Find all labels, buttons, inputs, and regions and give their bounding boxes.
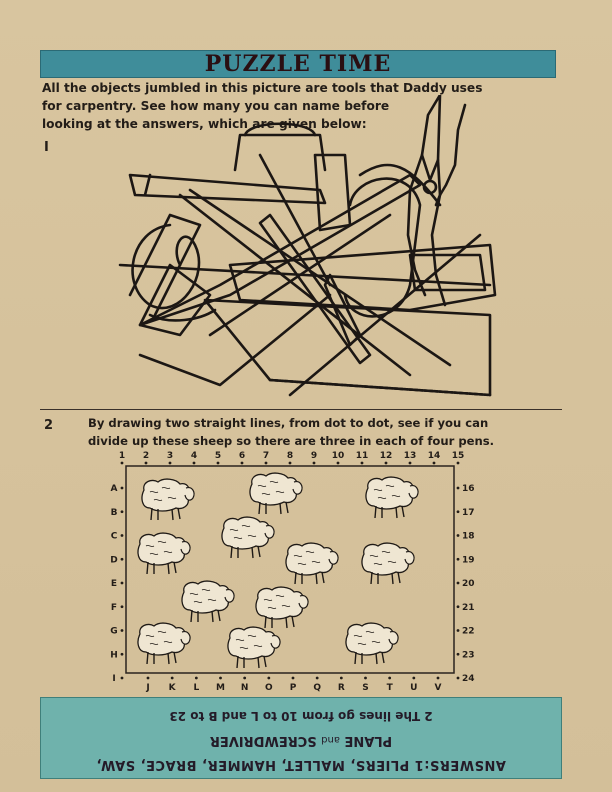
sheep-icon — [286, 543, 338, 584]
grid-dot — [388, 677, 391, 680]
sheep-icon — [256, 587, 308, 628]
grid-dot — [412, 677, 415, 680]
grid-dot — [241, 462, 244, 465]
left-label: E — [110, 579, 118, 589]
grid-dot — [361, 462, 364, 465]
sheep-icon — [362, 543, 414, 584]
section-divider — [40, 409, 562, 410]
top-label: 14 — [427, 451, 441, 461]
right-label: 22 — [462, 626, 475, 637]
bottom-label: V — [434, 683, 442, 693]
left-label: I — [112, 674, 116, 684]
grid-dot — [457, 605, 460, 608]
answer-line-3: 2 The lines go from 10 to L and B to 23 — [169, 709, 433, 723]
grid-dot — [219, 677, 222, 680]
bottom-label: J — [146, 683, 150, 693]
grid-dot — [409, 462, 412, 465]
answer-line-2 — [41, 733, 561, 748]
grid-dot — [457, 582, 460, 585]
grid-dot — [337, 462, 340, 465]
grid-dot — [265, 462, 268, 465]
top-label: 9 — [310, 451, 318, 461]
top-label: 8 — [286, 451, 294, 461]
right-label: 24 — [462, 674, 475, 684]
grid-dot — [457, 629, 460, 632]
grid-dot — [457, 677, 460, 680]
sheep-icon — [346, 623, 398, 664]
grid-dot — [121, 605, 124, 608]
left-label: F — [110, 602, 118, 613]
left-label: A — [110, 484, 118, 494]
bottom-label: L — [193, 683, 200, 693]
right-label: 23 — [462, 650, 475, 661]
sheep-pen-grid — [100, 446, 500, 696]
top-label: 15 — [451, 451, 465, 461]
grid-dot — [437, 677, 440, 680]
grid-dot — [145, 462, 148, 465]
bottom-label: O — [265, 683, 273, 693]
top-label: 4 — [190, 451, 198, 461]
sheep-icon — [142, 479, 194, 520]
bottom-label: Q — [313, 683, 321, 693]
intro-line: for carpentry. See how many you can name before — [42, 99, 390, 113]
puzzle-2-instructions — [88, 414, 548, 450]
top-label: 3 — [166, 451, 174, 461]
top-label: 5 — [214, 451, 222, 461]
title-banner — [40, 50, 556, 78]
grid-dot — [243, 677, 246, 680]
bottom-label: N — [240, 683, 249, 693]
bottom-label: P — [289, 683, 297, 693]
intro-line: All the objects jumbled in this picture are tools that Daddy uses — [42, 81, 483, 95]
top-label: 10 — [331, 451, 345, 461]
hammer-icon — [130, 155, 350, 230]
top-label: 13 — [403, 451, 417, 461]
grid-dot — [292, 677, 295, 680]
right-label: 17 — [462, 507, 475, 518]
grid-dot — [364, 677, 367, 680]
left-label: D — [110, 555, 118, 566]
answers-box — [40, 697, 562, 779]
top-label: 6 — [238, 451, 246, 461]
grid-dot — [385, 462, 388, 465]
grid-dot — [316, 677, 319, 680]
grid-dot — [121, 558, 124, 561]
bottom-label: U — [410, 683, 418, 693]
bottom-label: S — [362, 683, 369, 693]
grid-dot — [121, 510, 124, 513]
right-label: 21 — [462, 602, 475, 613]
intro-line: looking at the answers, which are given below: — [42, 117, 367, 131]
grid-dot — [121, 629, 124, 632]
answer-line-1: ANSWERS:1 PLIERS, MALLET, HAMMER, BRACE, SAW, — [96, 757, 506, 772]
grid-dot — [169, 462, 172, 465]
grid-dot — [121, 582, 124, 585]
grid-dot — [121, 462, 124, 465]
left-label: C — [110, 531, 118, 542]
top-label: 1 — [118, 451, 126, 461]
left-label: G — [110, 626, 118, 637]
jumbled-tools-drawing — [110, 95, 505, 415]
left-label: H — [110, 650, 118, 661]
answer-and: and — [321, 734, 340, 745]
grid-dot — [457, 462, 460, 465]
bottom-label: K — [168, 683, 176, 693]
grid-dot — [195, 677, 198, 680]
grid-dot — [193, 462, 196, 465]
puzzle-1-number: I — [44, 140, 49, 155]
grid-dot — [457, 534, 460, 537]
top-label: 11 — [355, 451, 369, 461]
sheep-icon — [222, 517, 274, 558]
grid-dot — [267, 677, 270, 680]
sheep-icon — [250, 473, 302, 514]
answer-plane: PLANE — [344, 733, 393, 748]
sheep-icon — [138, 623, 190, 664]
grid-dot — [171, 677, 174, 680]
grid-dot — [457, 487, 460, 490]
grid-dot — [340, 677, 343, 680]
right-label: 18 — [462, 531, 475, 542]
sheep-icon — [228, 627, 280, 668]
grid-dot — [433, 462, 436, 465]
left-label: B — [110, 507, 118, 518]
right-label: 20 — [462, 579, 475, 589]
top-label: 12 — [379, 451, 393, 461]
instruction-line: By drawing two straight lines, from dot to dot, see if you can — [88, 416, 489, 430]
answers-upside-down — [41, 698, 561, 778]
bottom-label: T — [386, 683, 393, 693]
grid-dot — [457, 558, 460, 561]
page-title: PUZZLE TIME — [204, 51, 392, 77]
instruction-line: divide up these sheep so there are three in each of four pens. — [88, 434, 495, 448]
right-label: 16 — [462, 484, 475, 494]
grid-dot — [121, 534, 124, 537]
sheep-icon — [182, 581, 234, 622]
bottom-label: R — [337, 683, 345, 693]
top-label: 7 — [262, 451, 270, 461]
grid-dot — [217, 462, 220, 465]
grid-dot — [121, 677, 124, 680]
grid-dot — [457, 653, 460, 656]
right-label: 19 — [462, 555, 475, 566]
grid-dot — [289, 462, 292, 465]
grid-dot — [121, 487, 124, 490]
bottom-label: M — [216, 683, 225, 693]
puzzle-2-number: 2 — [44, 418, 54, 433]
grid-dot — [313, 462, 316, 465]
grid-dot — [147, 677, 150, 680]
answer-screwdriver: SCREWDRIVER — [209, 733, 317, 748]
grid-dot — [457, 510, 460, 513]
sheep-icon — [138, 533, 190, 574]
sheep-icon — [366, 477, 418, 518]
grid-dot — [121, 653, 124, 656]
top-label: 2 — [142, 451, 150, 461]
